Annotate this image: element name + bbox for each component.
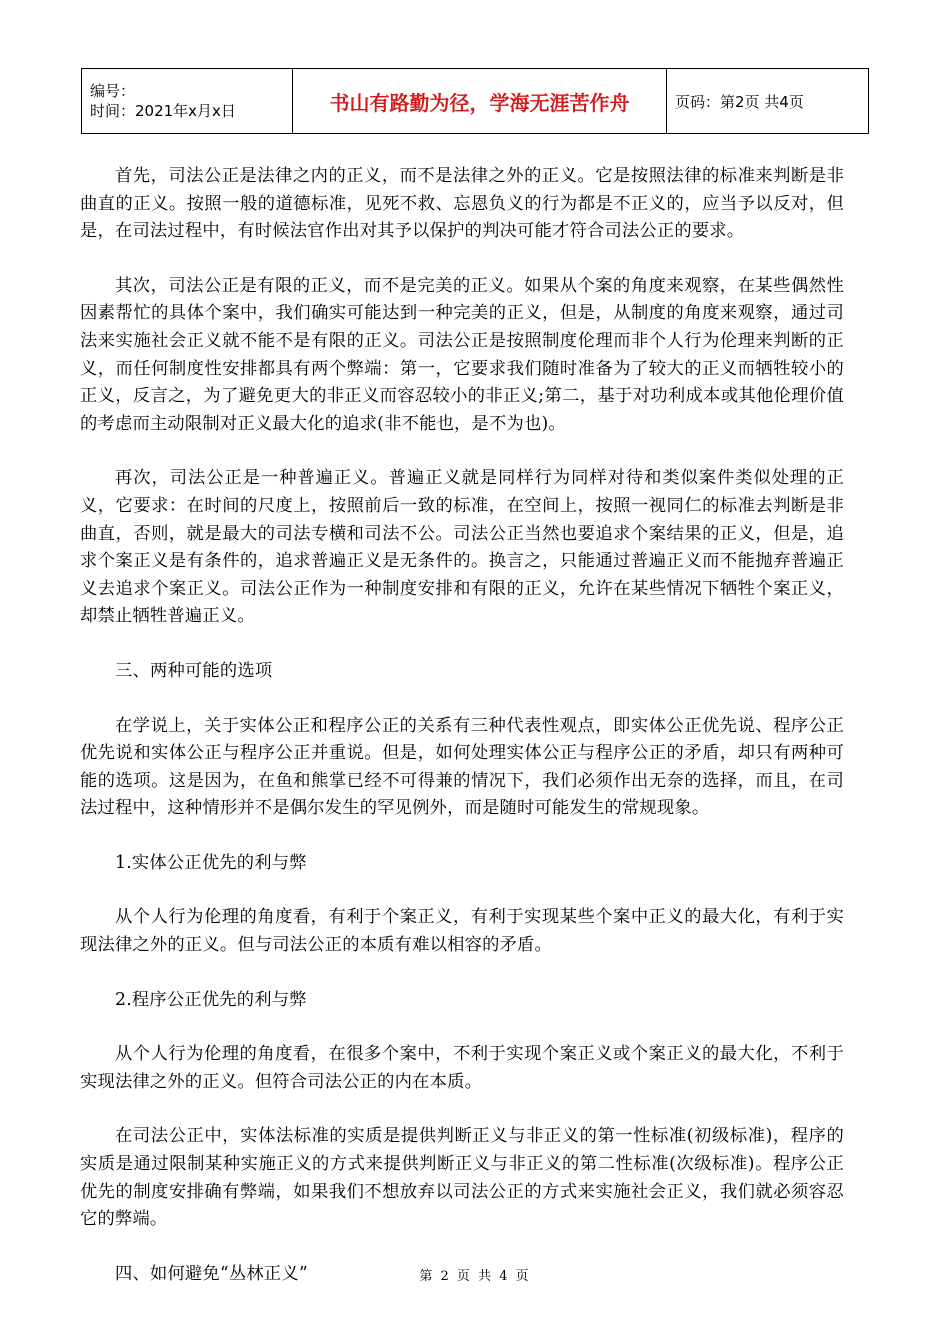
header-motto: 书山有路勤为径，学海无涯苦作舟 bbox=[293, 69, 667, 134]
subheading-procedural-priority: 2.程序公正优先的利与弊 bbox=[115, 989, 307, 1010]
paragraph-third: 再次，司法公正是一种普遍正义。普遍正义就是同样行为同样对待和类似案件类似处理的正义，它要求：在时间的尺度上，按照前后一致的标准，在空间上，按照一视同仁的标准去判断是非曲直，否则，就是最大的司法专横和司法不公。司法公正当然也要追求个案结果的正义，但是，追求个案正义是有条件的，追求普遍正义是无条件的。换言之，只能通过普遍正义而不能抛弃普遍正义去追求个案正义。司法公正作为一种制度安排和有限的正义，允许在某些情况下牺牲个案正义，却禁止牺牲普遍正义。 bbox=[80, 468, 844, 627]
page-header bbox=[81, 68, 869, 134]
header-meta bbox=[82, 69, 293, 134]
document-number-label: 编号： bbox=[90, 82, 136, 100]
paragraph-second: 其次，司法公正是有限的正义，而不是完美的正义。如果从个案的角度来观察，在某些偶然性因素帮忙的具体个案中，我们确实可能达到一种完美的正义，但是，从制度的角度来观察，通过司法来实施社会正义就不能不是有限的正义。司法公正是按照制度伦理而非个人行为伦理来判断的正义，而任何制度性安排都具有两个弊端：第一，它要求我们随时准备为了较大的正义而牺牲较小的正义，反言之，为了避免更大的非正义而容忍较小的非正义;第二，基于对功利成本或其他伦理价值的考虑而主动限制对正义最大化的追求(非不能也，是不为也)。 bbox=[80, 275, 844, 434]
section-heading-three: 三、两种可能的选项 bbox=[115, 660, 273, 681]
paragraph-procedural-priority: 从个人行为伦理的角度看，在很多个案中，不利于实现个案正义或个案正义的最大化，不利于实现法律之外的正义。但符合司法公正的内在本质。 bbox=[80, 1044, 844, 1092]
subheading-substantive-priority: 1.实体公正优先的利与弊 bbox=[115, 852, 307, 873]
paragraph-standards: 在司法公正中，实体法标准的实质是提供判断正义与非正义的第一性标准(初级标准)，程序的实质是通过限制某种实施正义的方式来提供判断正义与非正义的第二性标准(次级标准)。程序公正优先的制度安排确有弊端，如果我们不想放弃以司法公正的方式来实施社会正义，我们就必须容忍它的弊端。 bbox=[80, 1126, 844, 1230]
document-time-label: 时间：2021年x月x日 bbox=[90, 102, 236, 120]
paragraph-substantive-priority: 从个人行为伦理的角度看，有利于个案正义，有利于实现某些个案中正义的最大化，有利于实现法律之外的正义。但与司法公正的本质有难以相容的矛盾。 bbox=[80, 907, 844, 956]
paragraph-doctrine: 在学说上，关于实体公正和程序公正的关系有三种代表性观点，即实体公正优先说、程序公正优先说和实体公正与程序公正并重说。但是，如何处理实体公正与程序公正的矛盾，却只有两种可能的选项。这是因为，在鱼和熊掌已经不可得兼的情况下，我们必须作出无奈的选择，而且，在司法过程中，这种情形并不是偶尔发生的罕见例外，而是随时可能发生的常规现象。 bbox=[80, 715, 844, 819]
section-heading-four: 四、如何避免“丛林正义” bbox=[115, 1263, 308, 1284]
page-footer: 第 2 页 共 4 页 bbox=[419, 1269, 531, 1284]
document-body bbox=[80, 163, 844, 1288]
paragraph-first: 首先，司法公正是法律之内的正义，而不是法律之外的正义。它是按照法律的标准来判断是非曲直的正义。按照一般的道德标准，见死不救、忘恩负义的行为都是不正义的，应当予以反对，但是，在司法过程中，有时候法官作出对其予以保护的判决可能才符合司法公正的要求。 bbox=[80, 166, 844, 242]
header-page-info: 页码：第2页 共4页 bbox=[667, 69, 869, 134]
